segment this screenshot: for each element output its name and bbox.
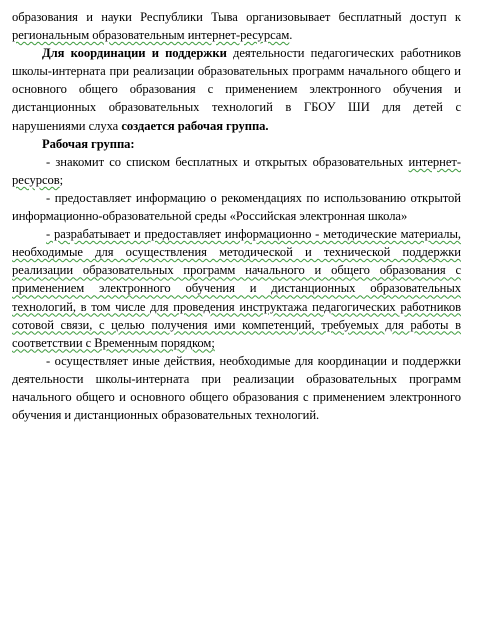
heading-working-group-text: Рабочая группа: (42, 136, 135, 151)
list-item-3 (12, 225, 461, 352)
paragraph-coordination (12, 44, 461, 134)
list-item-4 (12, 352, 461, 424)
list-item-2 (12, 189, 461, 225)
spellcheck-internet-resources: интернет- ресурсов (12, 154, 461, 187)
bold-coordination: Для координации и поддержки (42, 46, 227, 61)
text-access-start: образования и науки Республики Тыва организовывает бесплатный доступ к (12, 10, 461, 24)
list-item-1-end: ; (59, 172, 64, 187)
text-coordination: деятельности педагогических работников школы-интерната при реализации образовательных программ начального общего и основного общего образования с применением электронного обучения и дистанционных образовательных технологий в ГБОУ ШИ для детей с нарушениями слуха (12, 46, 461, 133)
list-item-3-text: - разрабатывает и предоставляет информационно - методические материалы, необходимые для осуществления методической и технической поддержки реализации образовательных программ начального и общего образования с применением электронного обучения и дистанционных образовательных технологий, в том числе для проведения инструктажа педагогических работников сотовой связи, с целью получения ими компетенций, требуемых для работы в соответствии с Временным порядком; (12, 227, 461, 350)
list-item-4-text: - осуществляет иные действия, необходимые для координации и поддержки деятельности школы-интерната при реализации образовательных программ начального общего и основного общего образования с применением электронного обучения и дистанционных образовательных технологий. (12, 353, 461, 423)
list-item-2-text: - предоставляет информацию о рекомендациях по использованию открытой информационно-образовательной среды «Российская электронная школа» (12, 190, 461, 224)
spellcheck-regional-resources: региональным образовательным интернет-ресурсам (12, 28, 290, 43)
list-item-1 (12, 153, 461, 189)
bold-working-group: создается рабочая группа. (121, 118, 269, 133)
list-item-1-start: - знакомит со списком бесплатных и открытых образовательных (46, 154, 409, 169)
heading-working-group (12, 135, 461, 153)
text-access-end: . (289, 28, 293, 43)
paragraph-access (12, 8, 461, 44)
